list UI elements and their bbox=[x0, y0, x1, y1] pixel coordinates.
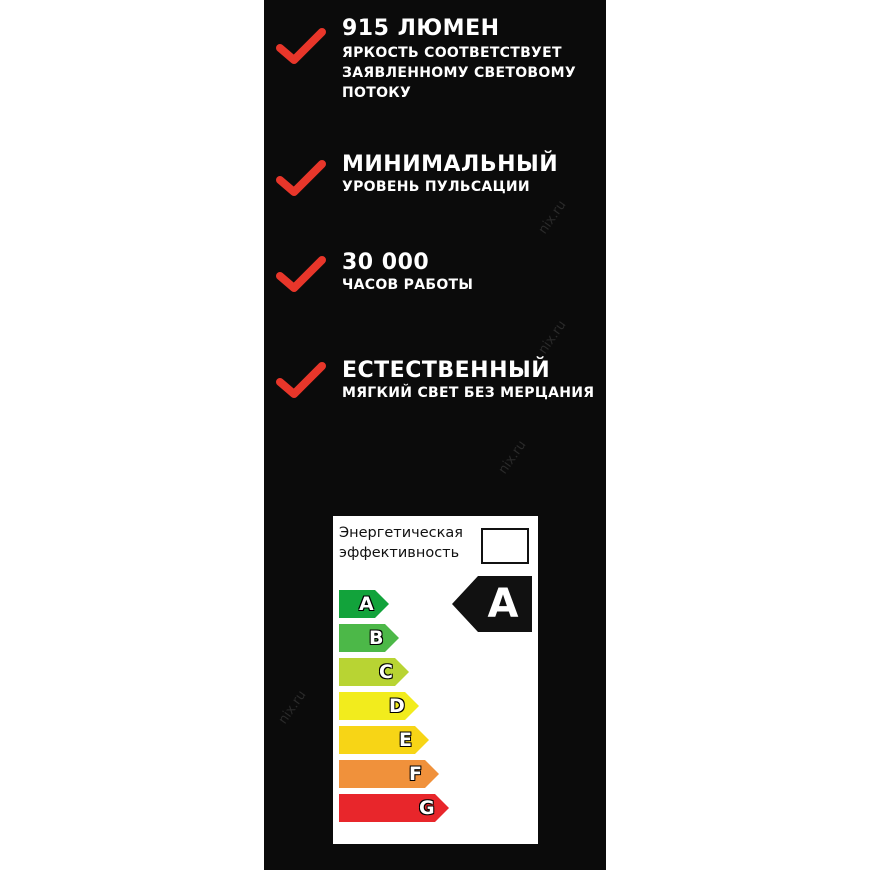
energy-class-band bbox=[339, 726, 429, 754]
feature-subtitle: УРОВЕНЬ ПУЛЬСАЦИИ bbox=[342, 179, 530, 195]
feature-title: ЕСТЕСТВЕННЫЙ bbox=[342, 358, 551, 383]
energy-heading: эффективность bbox=[339, 545, 460, 561]
feature-title: МИНИМАЛЬНЫЙ bbox=[342, 152, 559, 177]
feature-pulsation bbox=[264, 150, 606, 250]
energy-class-band bbox=[339, 624, 399, 652]
feature-subtitle: ЗАЯВЛЕННОМУ СВЕТОВОМУ bbox=[342, 65, 576, 81]
watermark: nix.ru bbox=[275, 687, 310, 728]
feature-title: 30 000 bbox=[342, 250, 430, 275]
energy-class-letter: G bbox=[419, 797, 435, 819]
energy-class-band bbox=[339, 794, 449, 822]
feature-lifetime bbox=[264, 248, 606, 348]
energy-heading: Энергетическая bbox=[339, 525, 463, 541]
energy-class-band bbox=[339, 658, 409, 686]
feature-brightness bbox=[264, 10, 606, 110]
energy-class-letter: F bbox=[409, 763, 422, 785]
empty-box bbox=[481, 528, 529, 564]
watermark: nix.ru bbox=[535, 197, 570, 238]
checkmark-icon bbox=[276, 362, 326, 402]
energy-class-letter: B bbox=[369, 627, 384, 649]
checkmark-icon bbox=[276, 28, 326, 68]
energy-class-band bbox=[339, 760, 439, 788]
energy-class-letter: E bbox=[399, 729, 412, 751]
checkmark-icon bbox=[276, 160, 326, 200]
feature-subtitle: МЯГКИЙ СВЕТ БЕЗ МЕРЦАНИЯ bbox=[342, 385, 595, 401]
energy-class-arrow-icon bbox=[339, 726, 429, 754]
feature-subtitle: ЯРКОСТЬ СООТВЕТСТВУЕТ bbox=[342, 45, 562, 61]
feature-subtitle: ЧАСОВ РАБОТЫ bbox=[342, 277, 474, 293]
energy-class-band bbox=[339, 692, 419, 720]
rating-letter: A bbox=[487, 581, 519, 627]
energy-class-letter: D bbox=[389, 695, 405, 717]
energy-class-arrow-icon bbox=[339, 658, 409, 686]
energy-class-arrow-icon bbox=[339, 760, 439, 788]
feature-natural-light bbox=[264, 356, 606, 456]
watermark: nix.ru bbox=[495, 437, 530, 478]
energy-class-band bbox=[339, 590, 389, 618]
feature-subtitle: ПОТОКУ bbox=[342, 85, 412, 101]
energy-class-arrow-icon bbox=[339, 692, 419, 720]
energy-class-letter: A bbox=[359, 593, 374, 615]
energy-label bbox=[333, 516, 538, 844]
feature-title: 915 ЛЮМЕН bbox=[342, 16, 500, 41]
energy-class-letter: C bbox=[379, 661, 393, 683]
watermark: nix.ru bbox=[535, 317, 570, 358]
checkmark-icon bbox=[276, 256, 326, 296]
